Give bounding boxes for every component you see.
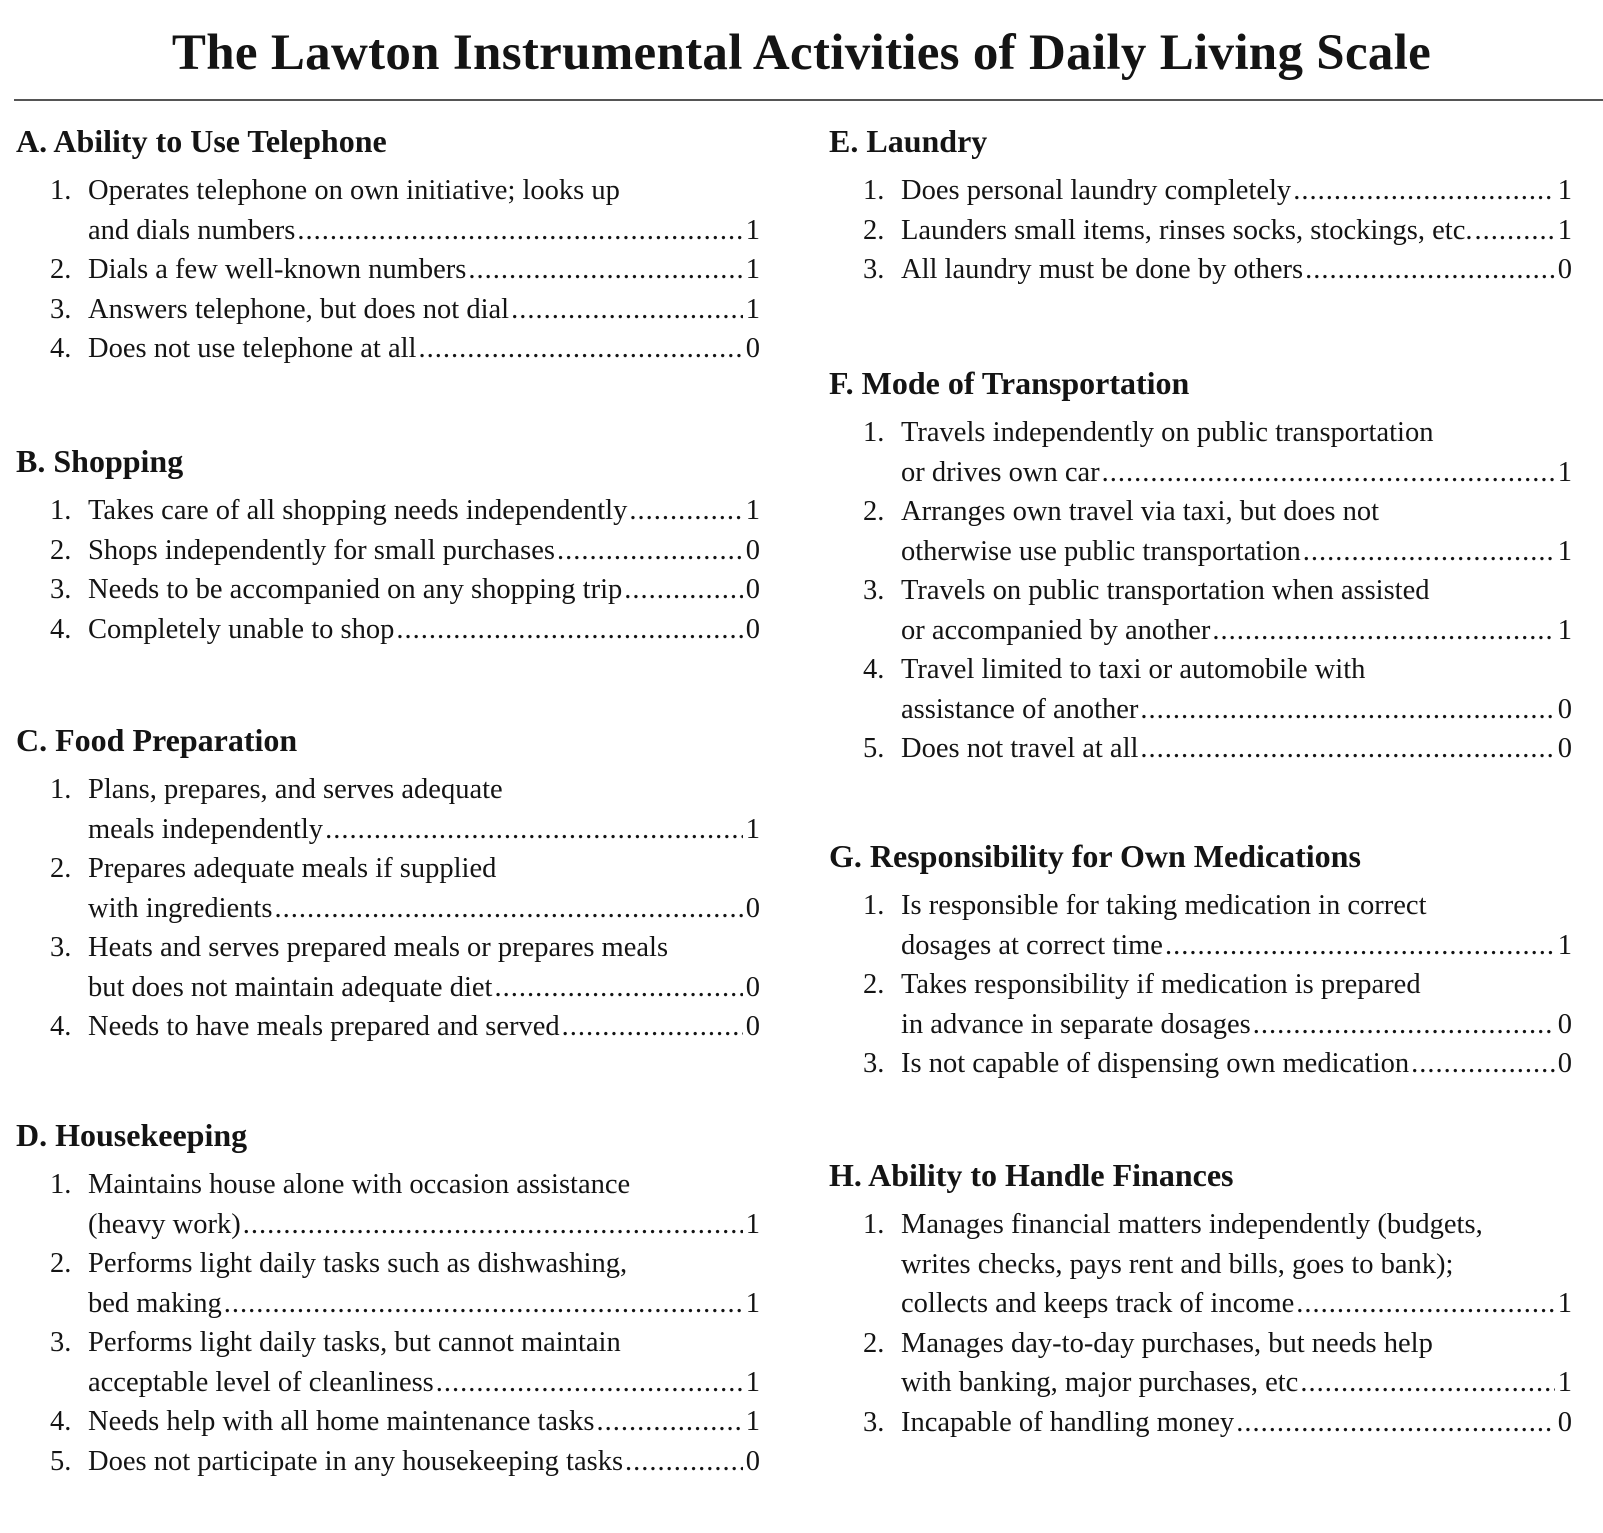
item-number: 4. [50,1406,72,1437]
item-text-line: Arranges own travel via taxi, but does not [901,496,1380,527]
dot-leader [1140,690,1554,730]
item-text: but does not maintain adequate diet [88,971,493,1003]
dot-leader [597,1402,743,1442]
list-item [829,1044,1572,1084]
item-text: or drives own car [901,456,1100,488]
dot-leader [243,1205,743,1245]
item-leader-line [901,532,1572,572]
item-text: Does not travel at all [901,733,1139,764]
section-heading: E. Laundry [829,123,988,159]
dot-leader [1212,611,1554,651]
item-text: (heavy work) [88,1208,241,1240]
item-leader-line [901,1403,1572,1443]
item-score: 1 [745,813,760,845]
dot-leader [224,1284,743,1324]
item-leader-line [88,1363,760,1403]
item-score: 1 [1557,1288,1572,1319]
section-heading: B. Shopping [16,443,184,479]
item-score: 0 [1557,254,1572,285]
item-number: 1. [50,495,72,526]
dot-leader [494,968,742,1008]
item-number: 2. [863,1327,885,1359]
dot-leader [562,1007,743,1047]
item-number: 3. [50,293,72,325]
dot-leader [325,810,743,850]
item-leader-line [88,810,760,850]
title-rule [14,99,1603,101]
item-text-line: Performs light daily tasks, but cannot maintain [88,1327,621,1358]
dot-leader [1140,729,1554,769]
item-score: 0 [1557,693,1572,725]
list-item [829,492,1572,571]
item-leader-line [901,453,1572,493]
section [16,722,760,1047]
item-score: 0 [745,574,760,605]
item-text: collects and keeps track of income [901,1288,1295,1319]
item-number: 2. [863,496,885,527]
item-leader-line [901,690,1572,730]
item-leader-line [88,250,760,290]
section [829,123,1572,290]
item-score: 1 [745,495,760,526]
dot-leader [1102,453,1555,493]
dot-leader [1253,1005,1555,1045]
list-item [16,1007,760,1047]
section [829,365,1572,769]
item-leader-line [901,1363,1572,1403]
list-item [16,1323,760,1402]
list-item [16,849,760,928]
item-leader-line [901,611,1572,651]
item-number: 3. [863,254,885,285]
item-score: 0 [1557,1048,1572,1079]
section-heading: H. Ability to Handle Finances [829,1157,1234,1193]
section [16,123,760,369]
section-heading: D. Housekeeping [16,1117,248,1153]
dot-leader [297,211,742,251]
item-number: 2. [50,254,72,285]
item-text: Is not capable of dispensing own medication [901,1048,1410,1079]
dot-leader [1305,250,1555,290]
item-text: All laundry must be done by others [901,254,1304,285]
dot-leader [436,1363,743,1403]
item-text: or accompanied by another [901,614,1211,646]
list-item [829,171,1572,211]
item-leader-line [901,926,1572,966]
item-text-line: Travels independently on public transportation [901,417,1434,448]
section [829,838,1572,1084]
item-leader-line [88,1442,760,1482]
item-text-line: Operates telephone on own initiative; looks up [88,175,620,206]
dot-leader [1411,1044,1555,1084]
item-text: in advance in separate dosages [901,1008,1251,1040]
item-text: Needs help with all home maintenance tasks [88,1406,595,1437]
item-score: 0 [745,1445,760,1477]
item-leader-line [88,968,760,1008]
item-number: 1. [50,175,72,206]
item-score: 0 [1557,733,1572,764]
dot-leader [624,570,743,610]
list-item [16,290,760,330]
list-item [829,1205,1572,1324]
item-number: 3. [863,1406,885,1438]
list-item [16,1402,760,1442]
item-text-line: Travels on public transportation when assisted [901,575,1430,606]
item-number: 2. [50,853,72,884]
item-score: 1 [1557,929,1572,961]
item-score: 0 [745,333,760,364]
list-item [16,770,760,849]
item-number: 1. [863,175,885,206]
item-number: 1. [863,417,885,448]
item-score: 1 [1557,456,1572,488]
item-score: 1 [1557,175,1572,206]
item-text: Does not participate in any housekeeping tasks [88,1445,624,1477]
item-text-line: Manages financial matters independently (budgets, [901,1209,1483,1240]
dot-leader [1303,532,1555,572]
dot-leader [1296,1284,1554,1324]
item-text-line: Is responsible for taking medication in correct [901,890,1427,921]
item-leader-line [88,889,760,929]
list-item [829,250,1572,290]
item-number: 4. [50,1011,72,1042]
list-item [16,329,760,369]
list-item [16,171,760,250]
item-score: 0 [745,892,760,924]
item-text-line: Travel limited to taxi or automobile with [901,654,1366,685]
item-number: 4. [50,613,72,645]
item-text-line: Takes responsibility if medication is prepared [901,969,1421,1000]
item-text-line: Prepares adequate meals if supplied [88,853,497,884]
item-score: 1 [745,1406,760,1437]
section-heading: A. Ability to Use Telephone [16,123,387,159]
section [829,1157,1572,1442]
dot-leader [1236,1403,1555,1443]
item-text: Does personal laundry completely [901,175,1292,206]
dot-leader [1165,926,1555,966]
item-leader-line [88,1007,760,1047]
item-text: meals independently [88,813,324,845]
item-text: Answers telephone, but does not dial [88,293,510,325]
list-item [16,491,760,531]
item-number: 1. [50,774,72,805]
list-item [829,413,1572,492]
item-text: Launders small items, rinses socks, stockings, etc. [901,214,1473,246]
item-leader-line [88,570,760,610]
item-number: 3. [863,575,885,606]
item-text-line: Plans, prepares, and serves adequate [88,774,503,805]
list-item [829,886,1572,965]
item-leader-line [88,610,760,650]
item-text-line: Manages day-to-day purchases, but needs help [901,1327,1433,1359]
item-number: 1. [863,1209,885,1240]
item-number: 2. [50,1248,72,1279]
section-heading: C. Food Preparation [16,722,298,758]
item-score: 0 [745,971,760,1003]
item-number: 2. [863,969,885,1000]
item-leader-line [88,491,760,531]
page-title: The Lawton Instrumental Activities of Daily Living Scale [171,25,1432,81]
item-text: Takes care of all shopping needs independently [88,495,628,526]
item-text: assistance of another [901,693,1139,725]
item-leader-line [901,729,1572,769]
item-leader-line [901,171,1572,211]
item-score: 1 [745,254,760,285]
item-score: 0 [745,534,760,566]
dot-leader [418,329,742,369]
item-text-line: writes checks, pays rent and bills, goes to bank); [901,1248,1454,1280]
item-leader-line [88,329,760,369]
item-score: 1 [1557,214,1572,246]
item-score: 0 [1557,1406,1572,1438]
item-text: Dials a few well-known numbers [88,254,467,285]
item-text: Does not use telephone at all [88,333,417,364]
item-score: 1 [745,214,760,246]
dot-leader [511,290,743,330]
dot-leader [396,610,742,650]
item-score: 0 [745,613,760,645]
item-text: with ingredients [88,892,273,924]
item-text: Shops independently for small purchases [88,534,555,566]
dot-leader [274,889,742,929]
item-text-line: Performs light daily tasks such as dishwashing, [88,1248,628,1279]
list-item [829,965,1572,1044]
list-item [16,570,760,610]
item-text: otherwise use public transportation [901,535,1301,567]
item-text: Needs to have meals prepared and served [88,1011,560,1042]
item-text: and dials numbers [88,214,296,246]
item-leader-line [88,211,760,251]
item-score: 1 [1557,614,1572,646]
item-score: 1 [745,1366,760,1398]
item-leader-line [901,1284,1572,1324]
item-score: 1 [1557,535,1572,567]
list-item [829,211,1572,251]
list-item [16,928,760,1007]
list-item [16,1244,760,1323]
dot-leader [557,531,743,571]
item-number: 4. [50,333,72,364]
item-score: 0 [745,1011,760,1042]
item-score: 1 [745,293,760,325]
dot-leader [468,250,742,290]
item-text-line: Heats and serves prepared meals or prepares meals [88,932,669,963]
item-number: 5. [50,1445,72,1477]
dot-leader [629,491,742,531]
dot-leader [1300,1363,1554,1403]
list-item [16,250,760,290]
item-score: 1 [745,1287,760,1319]
item-leader-line [88,531,760,571]
dot-leader [625,1442,743,1482]
section [16,443,760,649]
item-number: 3. [50,1327,72,1358]
item-score: 1 [745,1208,760,1240]
item-text: dosages at correct time [901,929,1163,961]
item-number: 2. [863,214,885,246]
item-text: bed making [88,1287,222,1319]
item-leader-line [88,1284,760,1324]
item-number: 3. [50,574,72,605]
item-number: 1. [863,890,885,921]
list-item [829,1403,1572,1443]
list-item [16,1442,760,1482]
item-number: 4. [863,654,885,685]
item-score: 0 [1557,1008,1572,1040]
item-leader-line [88,290,760,330]
item-leader-line [901,1005,1572,1045]
list-item [829,571,1572,650]
item-score: 1 [1557,1367,1572,1398]
section-heading: F. Mode of Transportation [829,365,1190,401]
item-text-line: Maintains house alone with occasion assistance [88,1169,631,1200]
list-item [16,531,760,571]
item-leader-line [901,1044,1572,1084]
item-leader-line [901,250,1572,290]
item-text: Incapable of handling money [901,1406,1235,1438]
item-leader-line [88,1402,760,1442]
item-text: Needs to be accompanied on any shopping trip [88,574,623,605]
list-item [829,729,1572,769]
item-text: with banking, major purchases, etc [901,1367,1299,1398]
list-item [16,610,760,650]
item-text: Completely unable to shop [88,613,395,645]
section-heading: G. Responsibility for Own Medications [829,838,1361,874]
item-leader-line [88,1205,760,1245]
item-leader-line [901,211,1572,251]
dot-leader [1293,171,1555,211]
list-item [829,650,1572,729]
item-number: 2. [50,534,72,566]
dot-leader [1475,211,1555,251]
list-item [829,1324,1572,1403]
list-item [16,1165,760,1244]
item-number: 3. [863,1048,885,1079]
item-number: 1. [50,1169,72,1200]
item-number: 5. [863,733,885,764]
section [16,1117,760,1481]
item-text: acceptable level of cleanliness [88,1366,434,1398]
item-number: 3. [50,932,72,963]
